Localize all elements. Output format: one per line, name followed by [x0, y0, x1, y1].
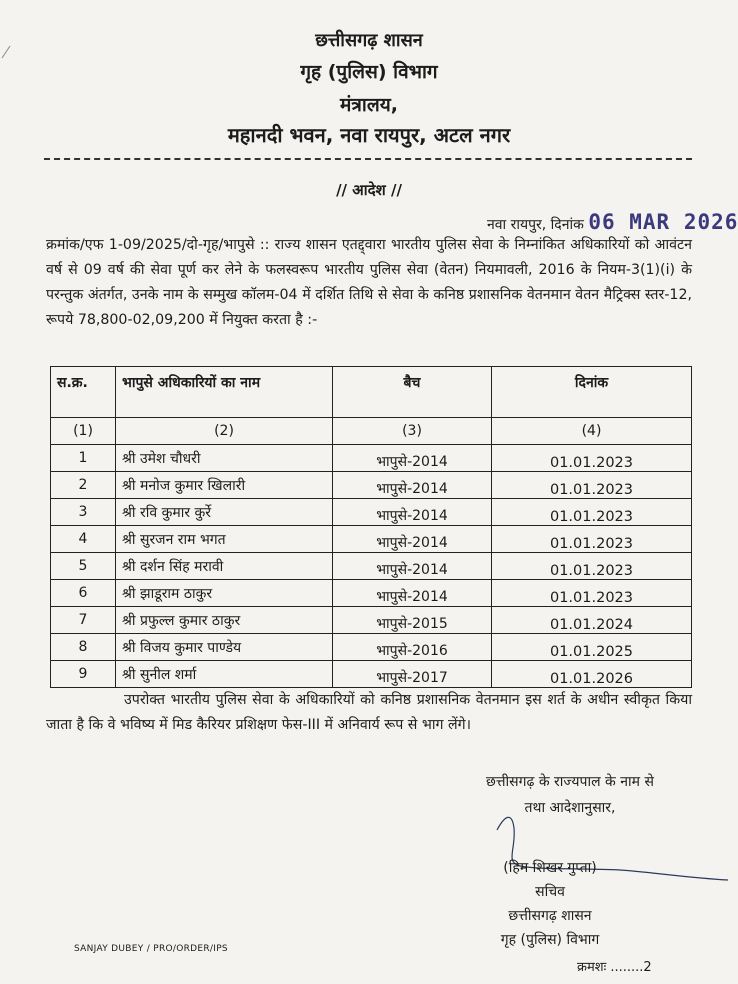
cell-batch: भापुसे-2015 — [333, 607, 492, 634]
cell-date: 01.01.2025 — [492, 634, 692, 661]
cell-batch: भापुसे-2016 — [333, 634, 492, 661]
authority-line-2: तथा आदेशानुसार, — [524, 800, 616, 816]
column-number: (3) — [333, 418, 492, 445]
cell-date: 01.01.2023 — [492, 580, 692, 607]
cell-name: श्री मनोज कुमार खिलारी — [116, 472, 333, 499]
signatory-name: (हिम शिखर गुप्ता) — [503, 860, 597, 876]
cell-sno: 8 — [51, 634, 116, 661]
header-batch: बैच — [333, 367, 492, 418]
header-address: महानदी भवन, नवा रायपुर, अटल नगर — [227, 123, 511, 147]
cell-sno: 5 — [51, 553, 116, 580]
cell-name: श्री प्रफुल्ल कुमार ठाकुर — [116, 607, 333, 634]
cell-date: 01.01.2023 — [492, 472, 692, 499]
order-title: // आदेश // — [336, 181, 402, 199]
cell-name: श्री दर्शन सिंह मरावी — [116, 553, 333, 580]
cell-sno: 9 — [51, 661, 116, 688]
cell-batch: भापुसे-2014 — [333, 445, 492, 472]
cell-batch: भापुसे-2014 — [333, 526, 492, 553]
paragraph-2-text: उपरोक्त भारतीय पुलिस सेवा के अधिकारियों को कनिष्ठ प्रशासनिक वेतनमान इस शर्त के अधीन स्वीकृत किया जाता है कि वे भविष्य में मिड कैरियर प्रशिक्षण फेस-III में अनिवार्य रूप से भाग लेंगे। — [46, 692, 692, 733]
cell-sno: 7 — [51, 607, 116, 634]
cell-sno: 1 — [51, 445, 116, 472]
cell-date: 01.01.2023 — [492, 445, 692, 472]
cell-date: 01.01.2023 — [492, 553, 692, 580]
date-stamp: 06 MAR 2026 — [588, 210, 738, 234]
cell-date: 01.01.2023 — [492, 526, 692, 553]
cell-name: श्री रवि कुमार कुर्रे — [116, 499, 333, 526]
cell-date: 01.01.2024 — [492, 607, 692, 634]
header-ministry: मंत्रालय, — [340, 94, 398, 116]
column-number: (1) — [51, 418, 116, 445]
cell-sno: 2 — [51, 472, 116, 499]
cell-batch: भापुसे-2014 — [333, 499, 492, 526]
cell-batch: भापुसे-2014 — [333, 472, 492, 499]
column-number: (4) — [492, 418, 692, 445]
column-number: (2) — [116, 418, 333, 445]
cell-batch: भापुसे-2014 — [333, 553, 492, 580]
signatory-government: छत्तीसगढ़ शासन — [508, 908, 592, 924]
order-paragraph-1: क्रमांक/एफ 1-09/2025/दो-गृह/भापुसे :: राज्य शासन एतद्द्वारा भारतीय पुलिस सेवा के निम्नांकित अधिकारियों को आवंटन वर्ष से 09 वर्ष की सेवा पूर्ण कर लेने के फलस्वरूप भारतीय पुलिस सेवा (वेतन) नियमावली, 2016 के नियम-3(1)(i) के परन्तुक अंतर्गत, उनके नाम के सम्मुख कॉलम-04 में दर्शित तिथि से सेवा के कनिष्ठ प्रशासनिक वेतनमान वेतन मैट्रिक्स स्तर-12, रूपये 78,800-02,09,200 में नियुक्त करता है :- — [46, 237, 692, 328]
cell-sno: 4 — [51, 526, 116, 553]
cell-date: 01.01.2023 — [492, 499, 692, 526]
cell-name: श्री सुरजन राम भगत — [116, 526, 333, 553]
cell-name: श्री उमेश चौधरी — [116, 445, 333, 472]
header-government: छत्तीसगढ़ शासन — [315, 30, 423, 51]
cell-date: 01.01.2026 — [492, 661, 692, 688]
signatory-designation: सचिव — [535, 884, 565, 900]
cell-name: श्री विजय कुमार पाण्डेय — [116, 634, 333, 661]
cell-name: श्री सुनील शर्मा — [116, 661, 333, 688]
header-sno: स.क्र. — [51, 367, 116, 418]
header-date: दिनांक — [492, 367, 692, 418]
footer-reference: SANJAY DUBEY / PRO/ORDER/IPS — [74, 944, 228, 954]
cell-sno: 3 — [51, 499, 116, 526]
authority-line-1: छत्तीसगढ़ के राज्यपाल के नाम से — [486, 774, 654, 790]
header-department: गृह (पुलिस) विभाग — [300, 61, 438, 83]
cell-batch: भापुसे-2017 — [333, 661, 492, 688]
cell-name: श्री झाडूराम ठाकुर — [116, 580, 333, 607]
cell-sno: 6 — [51, 580, 116, 607]
page-continuation: क्रमशः ........2 — [577, 960, 652, 975]
place-date-prefix: नवा रायपुर, दिनांक — [487, 217, 584, 233]
header-name: भापुसे अधिकारियों का नाम — [116, 367, 333, 418]
signatory-department: गृह (पुलिस) विभाग — [500, 932, 600, 948]
cell-batch: भापुसे-2014 — [333, 580, 492, 607]
